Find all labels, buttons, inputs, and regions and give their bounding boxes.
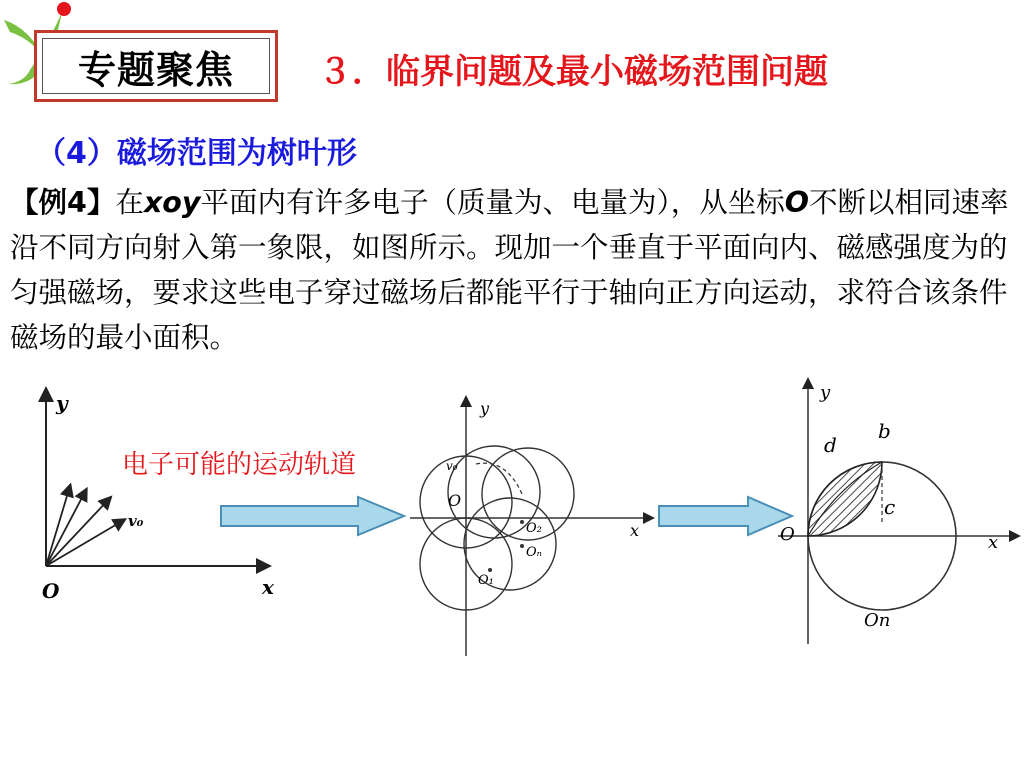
fig2-center-dot (488, 568, 492, 572)
problem-text-part1: 在 (115, 186, 144, 219)
figure-leaf-region (774, 376, 1024, 646)
fig3-d-label: d (824, 433, 837, 457)
example-label-number: 4 (67, 186, 87, 219)
fig2-x-label: x (630, 521, 640, 540)
fig3-origin-label: O (780, 524, 795, 545)
fig1-v0-label: v₀ (128, 512, 144, 530)
section-subtitle: （4）磁场范围为树叶形 (36, 136, 357, 171)
fig2-o2-label: O₂ (526, 521, 542, 536)
arrow-right-icon (218, 494, 408, 538)
fig3-on-label: On (864, 610, 891, 631)
fig2-v0-label: v₀ (446, 459, 458, 473)
fig2-y-label: y (480, 399, 490, 418)
var-xoy: xoy (143, 186, 201, 219)
example-label-close: 】 (86, 186, 116, 219)
problem-text-part2: 平面内有许多电子（质量为、电量为），从坐标 (200, 186, 785, 219)
fig2-on-label: Oₙ (526, 545, 542, 560)
var-origin: O (784, 186, 809, 219)
fig3-y-label: y (820, 382, 831, 403)
problem-text-part3: 不断以相同速率沿不同方向射入第一象限，如图所示。现加一个垂直于平面向内、磁感强度为的匀强磁场，要求这些电子穿过磁场后都能平行于轴向正方向运动，求符合该条件磁场的最小面积。 (10, 186, 1009, 354)
problem-text (10, 180, 1016, 360)
fig1-y-label: y (56, 391, 68, 415)
topic-badge-frame (42, 38, 270, 94)
fig3-leaf-region (808, 462, 882, 536)
fig3-x-label: x (988, 532, 999, 553)
fig2-origin-label: O (448, 491, 462, 510)
fig1-x-label: x (262, 575, 274, 599)
fig2-o1-label: O₁ (478, 573, 494, 588)
topic-badge-label: 专题聚焦 (77, 47, 234, 92)
fig2-center-dot (520, 544, 524, 548)
fig3-b-label: b (878, 419, 891, 443)
page-title: ３．临界问题及最小磁场范围问题 (318, 52, 828, 92)
trajectory-annotation: 电子可能的运动轨道 (122, 450, 357, 480)
fig1-origin-label: O (42, 579, 60, 603)
figure-trajectories (406, 394, 656, 658)
topic-badge (34, 30, 278, 102)
fig2-center-dot (520, 520, 524, 524)
example-label-open: 【例 (10, 186, 68, 219)
fig3-c-label: c (884, 495, 896, 519)
